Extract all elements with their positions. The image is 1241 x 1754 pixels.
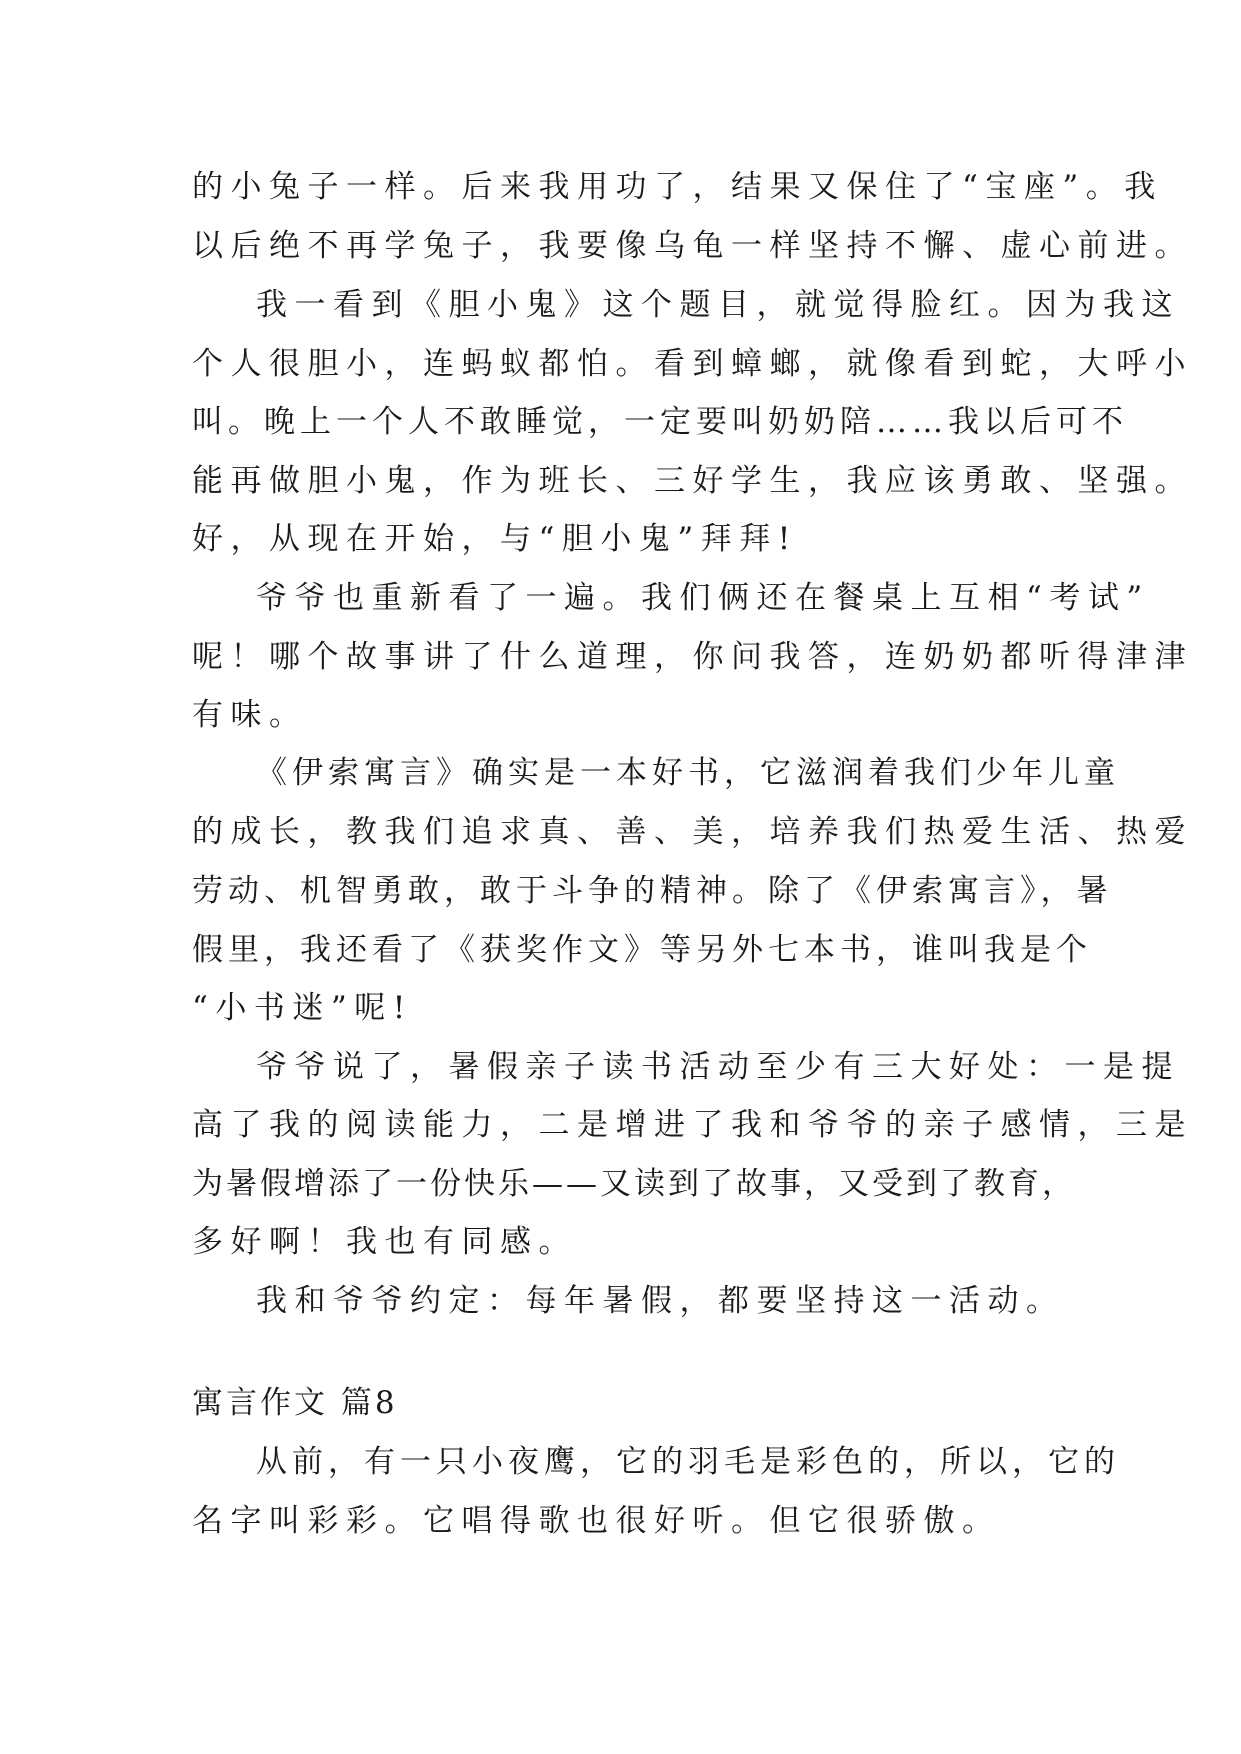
text-line: 《伊索寓言》确实是一本好书，它滋润着我们少年儿童 xyxy=(256,755,1120,791)
paragraph-line xyxy=(0,1212,1241,1272)
text-line: 我一看到《胆小鬼》这个题目，就觉得脸红。因为我这 xyxy=(256,287,1180,323)
text-line: 我和爷爷约定：每年暑假，都要坚持这一活动。 xyxy=(256,1283,1065,1319)
paragraph-line xyxy=(0,334,1241,394)
text-line: 从前，有一只小夜鹰，它的羽毛是彩色的，所以，它的 xyxy=(256,1444,1120,1480)
paragraph-line xyxy=(0,1491,1241,1551)
text-line: 假里，我还看了《获奖作文》等另外七本书，谁叫我是个 xyxy=(192,932,1092,968)
text-line: 名字叫彩彩。它唱得歌也很好听。但它很骄傲。 xyxy=(192,1503,1001,1539)
section-heading: 寓言作文 篇8 xyxy=(192,1385,398,1421)
text-line: 高了我的阅读能力，二是增进了我和爷爷的亲子感情，三是 xyxy=(192,1107,1193,1143)
paragraph-line xyxy=(0,1154,1241,1214)
paragraph-line xyxy=(0,1432,1241,1492)
text-line: 个人很胆小，连蚂蚁都怕。看到蟑螂，就像看到蛇，大呼小 xyxy=(192,346,1193,382)
text-line: 呢！哪个故事讲了什么道理，你问我答，连奶奶都听得津津 xyxy=(192,639,1193,675)
text-line: 好，从现在开始，与“胆小鬼”拜拜! xyxy=(192,521,798,557)
paragraph-line xyxy=(0,568,1241,628)
paragraph-line xyxy=(0,743,1241,803)
paragraph-line xyxy=(0,509,1241,569)
paragraph-line xyxy=(0,802,1241,862)
text-line: 以后绝不再学兔子，我要像乌龟一样坚持不懈、虚心前进。 xyxy=(192,228,1193,264)
paragraph-line xyxy=(0,627,1241,687)
text-line: 的成长，教我们追求真、善、美，培养我们热爱生活、热爱 xyxy=(192,814,1193,850)
paragraph-line xyxy=(0,216,1241,276)
paragraph-line xyxy=(0,1095,1241,1155)
paragraph-line xyxy=(0,451,1241,511)
paragraph-line xyxy=(0,861,1241,921)
text-line: 叫。晚上一个人不敢睡觉，一定要叫奶奶陪……我以后可不 xyxy=(192,404,1128,440)
text-line: 多好啊！我也有同感。 xyxy=(192,1224,577,1260)
text-line: 能再做胆小鬼，作为班长、三好学生，我应该勇敢、坚强。 xyxy=(192,463,1193,499)
text-line: 劳动、机智勇敢，敢于斗争的精神。除了《伊索寓言》，暑 xyxy=(192,873,1113,909)
section-heading-line xyxy=(0,1373,1241,1433)
text-line: 爷爷也重新看了一遍。我们俩还在餐桌上互相“考试” xyxy=(256,580,1150,616)
text-line: “小书迷”呢! xyxy=(192,990,413,1026)
paragraph-line xyxy=(0,920,1241,980)
text-line: 爷爷说了，暑假亲子读书活动至少有三大好处：一是提 xyxy=(256,1049,1180,1085)
paragraph-line xyxy=(0,1037,1241,1097)
text-line: 的小兔子一样。后来我用功了，结果又保住了“宝座”。我 xyxy=(192,169,1163,205)
paragraph-line xyxy=(0,685,1241,745)
paragraph-line xyxy=(0,275,1241,335)
paragraph-line xyxy=(0,157,1241,217)
paragraph-line xyxy=(0,978,1241,1038)
text-line: 有味。 xyxy=(192,697,308,733)
text-line: 为暑假增添了一份快乐——又读到了故事，又受到了教育， xyxy=(192,1166,1076,1202)
paragraph-line xyxy=(0,392,1241,452)
paragraph-line xyxy=(0,1271,1241,1331)
